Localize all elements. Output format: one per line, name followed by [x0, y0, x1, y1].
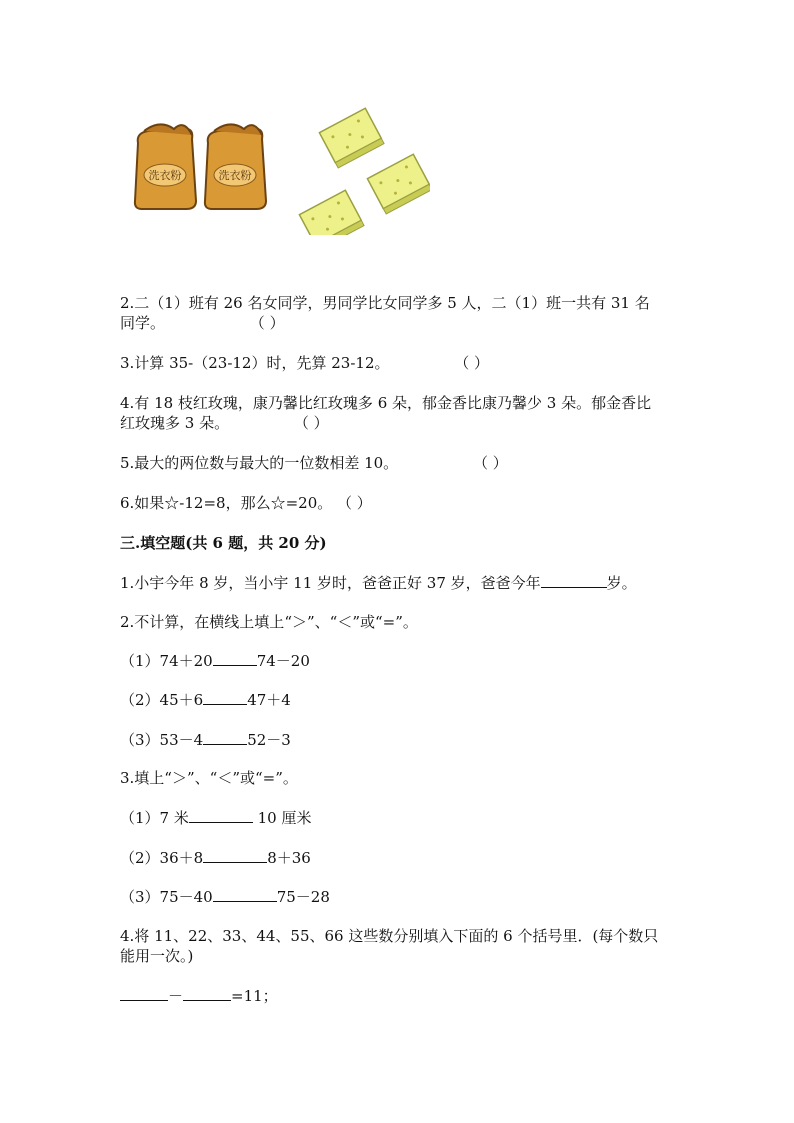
minus-sign: － — [168, 987, 184, 1005]
answer-blank[interactable] — [189, 808, 253, 823]
item-right: 10 厘米 — [252, 809, 312, 827]
item-left: （2）36＋8 — [120, 849, 204, 867]
fill-q1 — [120, 573, 637, 593]
answer-paren[interactable]: （ ） — [337, 494, 372, 512]
judge-q2-line1: 2.二（1）班有 26 名女同学，男同学比女同学多 5 人，二（1）班一共有 31 名 — [120, 294, 650, 312]
fill-q2-item — [120, 651, 310, 671]
item-left: （1）74＋20 — [120, 652, 213, 670]
answer-blank[interactable] — [203, 690, 247, 705]
judge-q2-line2 — [120, 313, 285, 333]
soap-bar-icon — [299, 190, 364, 235]
fill-q3-item — [120, 848, 311, 868]
item-left: （2）45＋6 — [120, 691, 204, 709]
judge-q6-text: 6.如果☆-12=8，那么☆=20。 — [120, 494, 333, 512]
answer-blank[interactable] — [183, 986, 231, 1001]
soap-bar-icon — [319, 108, 384, 168]
item-right: 74－20 — [256, 652, 310, 670]
answer-paren[interactable]: （ ） — [454, 354, 490, 372]
answer-blank[interactable] — [120, 986, 168, 1001]
section-title: 三.填空题(共 6 题，共 20 分) — [120, 534, 327, 552]
fill-q4-line1: 4.将 11、22、33、44、55、66 这些数分别填入下面的 6 个括号里．(每个数只 — [120, 927, 659, 945]
fill-q2-item — [120, 690, 291, 710]
item-right: 8＋36 — [267, 849, 311, 867]
illustration — [130, 105, 430, 235]
fill-q2-item — [120, 730, 291, 750]
bag-label: 洗衣粉 — [148, 169, 182, 182]
judge-q4-text: 红玫瑰多 3 朵。 — [120, 414, 230, 432]
fill-q2-stem: 2.不计算，在横线上填上“＞”、“＜”或“=”。 — [120, 613, 418, 631]
fill-q1-text: 1.小宇今年 8 岁，当小宇 11 岁时，爸爸正好 37 岁，爸爸今年 — [120, 574, 541, 592]
answer-paren[interactable]: （ ） — [249, 314, 285, 332]
judge-q5 — [120, 453, 508, 473]
item-right: 52－3 — [247, 731, 291, 749]
soap-bar-icon — [367, 154, 430, 214]
item-right: 75－28 — [276, 888, 330, 906]
judge-q3-text: 3.计算 35-（23-12）时，先算 23-12。 — [120, 354, 390, 372]
judge-q4-line2 — [120, 413, 329, 433]
answer-blank[interactable] — [203, 848, 267, 863]
bag-label: 洗衣粉 — [218, 169, 252, 182]
fill-q3-stem: 3.填上“＞”、“＜”或“=”。 — [120, 769, 298, 787]
fill-q4-line2: 能用一次。) — [120, 947, 194, 965]
answer-paren[interactable]: （ ） — [293, 414, 329, 432]
fill-q3-item — [120, 887, 330, 907]
answer-blank[interactable] — [203, 730, 247, 745]
detergent-bag-icon — [135, 124, 196, 209]
answer-blank[interactable] — [541, 573, 607, 588]
fill-q3-item — [120, 808, 311, 828]
item-left: （3）75－40 — [120, 888, 213, 906]
judge-q5-text: 5.最大的两位数与最大的一位数相差 10。 — [120, 454, 399, 472]
item-left: （1）7 米 — [120, 809, 189, 827]
fill-q1-unit: 岁。 — [606, 574, 637, 592]
judge-q6 — [120, 493, 372, 513]
judge-q4-line1: 4.有 18 枝红玫瑰，康乃馨比红玫瑰多 6 朵，郁金香比康乃馨少 3 朵。郁金香比 — [120, 394, 652, 412]
detergent-bag-icon — [205, 124, 266, 209]
judge-q3 — [120, 353, 489, 373]
answer-blank[interactable] — [213, 651, 257, 666]
judge-q2-text: 同学。 — [120, 314, 166, 332]
equation-end: =11； — [231, 987, 278, 1005]
answer-paren[interactable]: （ ） — [472, 454, 508, 472]
item-left: （3）53－4 — [120, 731, 204, 749]
fill-q4-equation — [120, 986, 278, 1006]
item-right: 47＋4 — [247, 691, 291, 709]
answer-blank[interactable] — [213, 887, 277, 902]
